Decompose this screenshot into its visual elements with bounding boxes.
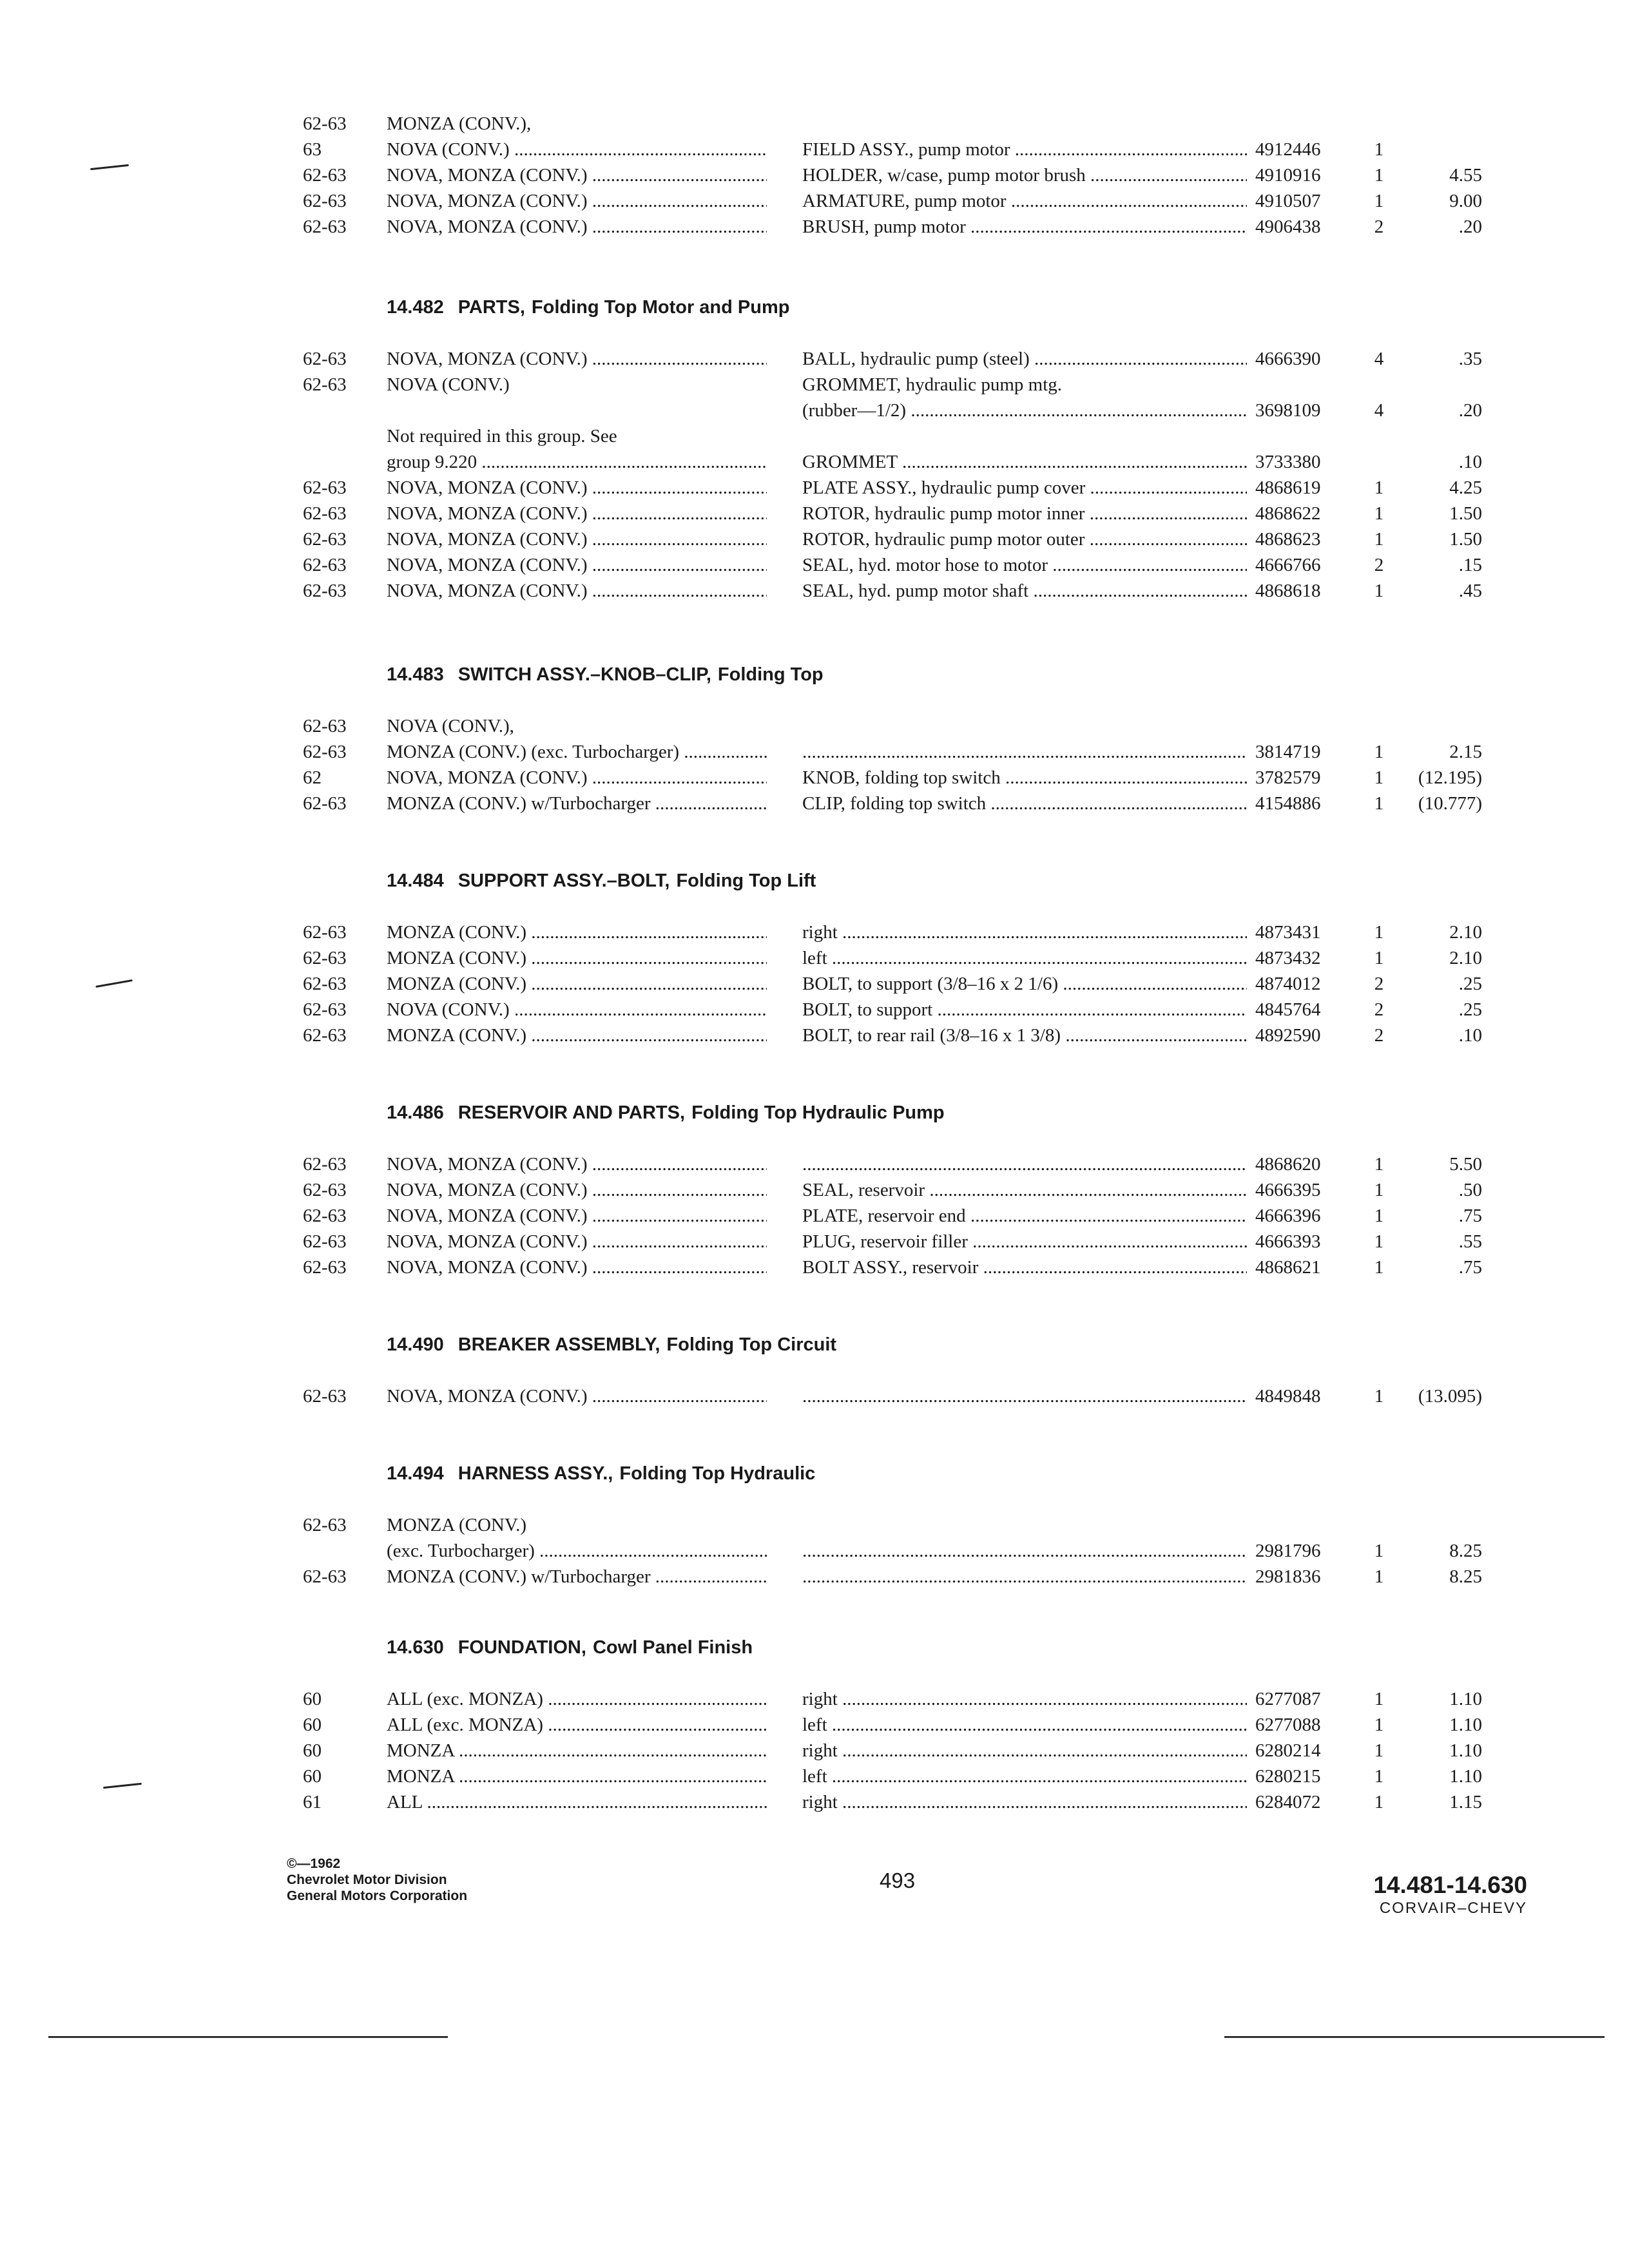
section-heading — [387, 1099, 945, 1127]
row-quantity: 1 — [1374, 1180, 1384, 1200]
table-row — [0, 346, 1629, 372]
row-model: MONZA (CONV.) ..... — [387, 971, 767, 997]
row-year: 62-63 — [303, 374, 347, 395]
bottom-rule-left — [48, 2036, 448, 2038]
row-quantity: 1 — [1374, 793, 1384, 814]
row-quantity: 1 — [1374, 1386, 1384, 1407]
table-row — [0, 1383, 1629, 1409]
section-heading — [387, 1633, 753, 1662]
row-price: 1.10 — [1449, 1766, 1482, 1787]
row-model: NOVA, MONZA (CONV.) ..... — [387, 526, 767, 552]
row-part-number: 4892590 — [1255, 1025, 1321, 1046]
row-part: PLUG, reservoir filler ..... — [802, 1229, 1247, 1254]
row-price: 4.25 — [1449, 477, 1482, 498]
footer-corporation: General Motors Corporation — [287, 1888, 468, 1903]
row-year: 62-63 — [303, 216, 347, 237]
row-quantity: 1 — [1374, 1257, 1384, 1278]
row-price: 1.10 — [1449, 1740, 1482, 1761]
row-year: 62-63 — [303, 1154, 347, 1175]
row-part: right ..... — [802, 1686, 1247, 1712]
section-title: PARTS, — [458, 297, 525, 318]
row-part: SEAL, hyd. motor hose to motor ..... — [802, 552, 1247, 578]
row-part: BOLT, to support ..... — [802, 997, 1247, 1023]
row-model: MONZA ..... — [387, 1763, 767, 1789]
row-year: 62-63 — [303, 555, 347, 575]
row-price: .25 — [1458, 974, 1482, 994]
row-model: NOVA, MONZA (CONV.) ..... — [387, 188, 767, 214]
row-part-number: 4873431 — [1255, 922, 1321, 943]
row-year: 60 — [303, 1689, 322, 1709]
row-model: NOVA, MONZA (CONV.) ..... — [387, 552, 767, 578]
row-price: 1.10 — [1449, 1689, 1482, 1709]
row-quantity: 2 — [1374, 216, 1384, 237]
row-part: ROTOR, hydraulic pump motor outer ..... — [802, 526, 1247, 552]
row-year: 62-63 — [303, 503, 347, 524]
row-quantity: 1 — [1374, 1715, 1384, 1735]
row-part: CLIP, folding top switch ..... — [802, 791, 1247, 816]
row-quantity: 2 — [1374, 555, 1384, 575]
table-row — [0, 1151, 1629, 1177]
row-price: (12.195) — [1418, 767, 1482, 788]
row-part-number: 4868619 — [1255, 477, 1321, 498]
row-year: 61 — [303, 1792, 322, 1812]
row-model: ALL ..... — [387, 1789, 767, 1815]
row-price: .75 — [1458, 1257, 1482, 1278]
section-code: 14.482 — [387, 297, 444, 318]
footer-group-range: 14.481-14.630 — [1373, 1872, 1527, 1898]
row-part: SEAL, hyd. pump motor shaft ..... — [802, 578, 1247, 604]
table-row — [0, 214, 1629, 240]
row-price: .15 — [1458, 555, 1482, 575]
table-row — [0, 1763, 1629, 1789]
row-quantity: 1 — [1374, 948, 1384, 968]
row-model: NOVA, MONZA (CONV.) ..... — [387, 346, 767, 372]
row-year: 62-63 — [303, 349, 347, 369]
section-heading — [387, 660, 824, 689]
row-year: 62-63 — [303, 999, 347, 1020]
row-year: 62-63 — [303, 1386, 347, 1407]
row-part-number: 4868618 — [1255, 581, 1321, 601]
row-model: MONZA ..... — [387, 1738, 767, 1763]
table-row — [0, 945, 1629, 971]
section-title: HARNESS ASSY., — [458, 1463, 613, 1484]
row-part: SEAL, reservoir ..... — [802, 1177, 1247, 1203]
row-price: 1.10 — [1449, 1715, 1482, 1735]
row-part: BALL, hydraulic pump (steel) ..... — [802, 346, 1247, 372]
table-row — [0, 423, 1629, 449]
row-year: 62-63 — [303, 948, 347, 968]
bottom-rule-right — [1224, 2036, 1605, 2038]
row-part: right ..... — [802, 919, 1247, 945]
row-part-number: 4666396 — [1255, 1206, 1321, 1226]
table-row — [0, 475, 1629, 501]
row-quantity: 1 — [1374, 1231, 1384, 1252]
section-code: 14.483 — [387, 664, 444, 685]
row-part-number: 6284072 — [1255, 1792, 1321, 1812]
row-part: ARMATURE, pump motor ..... — [802, 188, 1247, 214]
row-price: 1.50 — [1449, 529, 1482, 550]
row-quantity: 2 — [1374, 974, 1384, 994]
footer-division: Chevrolet Motor Division — [287, 1872, 447, 1887]
row-model: NOVA, MONZA (CONV.) ..... — [387, 1177, 767, 1203]
row-model: NOVA (CONV.) ..... — [387, 137, 767, 162]
row-part: PLATE ASSY., hydraulic pump cover ..... — [802, 475, 1247, 501]
row-price: 2.15 — [1449, 742, 1482, 762]
row-year: 62-63 — [303, 529, 347, 550]
row-quantity: 1 — [1374, 165, 1384, 186]
row-part-number: 3814719 — [1255, 742, 1321, 762]
row-part — [802, 739, 1247, 765]
row-part: FIELD ASSY., pump motor ..... — [802, 137, 1247, 162]
row-part: BOLT, to support (3/8–16 x 2 1/6) ..... — [802, 971, 1247, 997]
row-part-number: 2981836 — [1255, 1566, 1321, 1587]
row-quantity: 1 — [1374, 1766, 1384, 1787]
row-part-number: 4154886 — [1255, 793, 1321, 814]
row-price: .50 — [1458, 1180, 1482, 1200]
row-model: NOVA, MONZA (CONV.) ..... — [387, 1229, 767, 1254]
table-row — [0, 739, 1629, 765]
row-part-number: 6277087 — [1255, 1689, 1321, 1709]
table-row — [0, 111, 1629, 137]
row-part-number: 4666395 — [1255, 1180, 1321, 1200]
row-price: .20 — [1458, 216, 1482, 237]
section-subtitle: Folding Top Circuit — [666, 1334, 837, 1355]
table-row — [0, 1712, 1629, 1738]
row-price: .20 — [1458, 400, 1482, 421]
row-model: Not required in this group. See — [387, 426, 617, 447]
row-model: MONZA (CONV.) w/Turbocharger ..... — [387, 1564, 767, 1590]
table-row — [0, 137, 1629, 162]
table-row — [0, 188, 1629, 214]
row-part: BRUSH, pump motor ..... — [802, 214, 1247, 240]
row-part: HOLDER, w/case, pump motor brush ..... — [802, 162, 1247, 188]
row-model: MONZA (CONV.) ..... — [387, 919, 767, 945]
row-part — [802, 1151, 1247, 1177]
table-row — [0, 1177, 1629, 1203]
row-model: MONZA (CONV.) — [387, 1515, 526, 1535]
section-heading — [387, 1331, 836, 1359]
row-model: MONZA (CONV.) ..... — [387, 945, 767, 971]
row-part-number: 4873432 — [1255, 948, 1321, 968]
row-quantity: 2 — [1374, 999, 1384, 1020]
table-row — [0, 1538, 1629, 1564]
row-price: .35 — [1458, 349, 1482, 369]
row-part: BOLT, to rear rail (3/8–16 x 1 3/8) ..... — [802, 1023, 1247, 1048]
row-year: 62-63 — [303, 477, 347, 498]
row-model: NOVA (CONV.), — [387, 716, 514, 736]
row-part-number: 4906438 — [1255, 216, 1321, 237]
row-year: 63 — [303, 139, 322, 160]
row-quantity: 1 — [1374, 1566, 1384, 1587]
row-part-number: 4666766 — [1255, 555, 1321, 575]
row-part: PLATE, reservoir end ..... — [802, 1203, 1247, 1229]
table-row — [0, 791, 1629, 816]
row-quantity: 1 — [1374, 767, 1384, 788]
table-row — [0, 1564, 1629, 1590]
table-row — [0, 1254, 1629, 1280]
row-year: 62-63 — [303, 1025, 347, 1046]
row-quantity: 1 — [1374, 1740, 1384, 1761]
row-quantity: 1 — [1374, 1154, 1384, 1175]
section-code: 14.494 — [387, 1463, 444, 1484]
row-part-number: 4868621 — [1255, 1257, 1321, 1278]
row-model: MONZA (CONV.) ..... — [387, 1023, 767, 1048]
row-price: .55 — [1458, 1231, 1482, 1252]
section-heading — [387, 867, 816, 895]
row-part-number: 6280214 — [1255, 1740, 1321, 1761]
row-part: right ..... — [802, 1789, 1247, 1815]
table-row — [0, 526, 1629, 552]
row-year: 62-63 — [303, 1257, 347, 1278]
table-row — [0, 1789, 1629, 1815]
row-model: NOVA, MONZA (CONV.) ..... — [387, 501, 767, 526]
section-subtitle: Folding Top Hydraulic Pump — [691, 1102, 945, 1123]
row-price: (10.777) — [1418, 793, 1482, 814]
section-subtitle: Folding Top Motor and Pump — [531, 297, 790, 318]
row-quantity: 4 — [1374, 400, 1384, 421]
row-price: .25 — [1458, 999, 1482, 1020]
row-model: NOVA, MONZA (CONV.) ..... — [387, 1383, 767, 1409]
row-quantity: 1 — [1374, 529, 1384, 550]
row-quantity: 1 — [1374, 477, 1384, 498]
row-price: 4.55 — [1449, 165, 1482, 186]
table-row — [0, 501, 1629, 526]
table-row — [0, 1203, 1629, 1229]
row-part: left ..... — [802, 1763, 1247, 1789]
row-quantity: 1 — [1374, 1541, 1384, 1561]
row-part-number: 4910507 — [1255, 191, 1321, 211]
row-price: 5.50 — [1449, 1154, 1482, 1175]
row-part-number: 4666390 — [1255, 349, 1321, 369]
row-part: GROMMET ..... — [802, 449, 1247, 475]
row-model: NOVA (CONV.) ..... — [387, 997, 767, 1023]
row-quantity: 1 — [1374, 922, 1384, 943]
row-model: group 9.220 ..... — [387, 449, 767, 475]
row-price: (13.095) — [1418, 1386, 1482, 1407]
section-title: FOUNDATION, — [458, 1637, 586, 1658]
row-model: (exc. Turbocharger) ..... — [387, 1538, 767, 1564]
row-price: .10 — [1458, 1025, 1482, 1046]
row-part-number: 6277088 — [1255, 1715, 1321, 1735]
section-subtitle: Cowl Panel Finish — [592, 1637, 753, 1658]
section-code: 14.486 — [387, 1102, 444, 1123]
row-part: right ..... — [802, 1738, 1247, 1763]
row-part-number: 4845764 — [1255, 999, 1321, 1020]
row-price: .45 — [1458, 581, 1482, 601]
section-code: 14.630 — [387, 1637, 444, 1658]
row-part: GROMMET, hydraulic pump mtg. — [802, 374, 1063, 395]
row-year: 62-63 — [303, 974, 347, 994]
table-row — [0, 1738, 1629, 1763]
row-year: 62 — [303, 767, 322, 788]
table-row — [0, 1512, 1629, 1538]
row-part-number: 4868620 — [1255, 1154, 1321, 1175]
row-part: BOLT ASSY., reservoir ..... — [802, 1254, 1247, 1280]
row-quantity: 4 — [1374, 349, 1384, 369]
row-part-number: 4868623 — [1255, 529, 1321, 550]
table-row — [0, 997, 1629, 1023]
table-row — [0, 162, 1629, 188]
section-subtitle: Folding Top Lift — [676, 870, 816, 891]
row-price: 2.10 — [1449, 922, 1482, 943]
row-year: 60 — [303, 1766, 322, 1787]
section-title: SUPPORT ASSY.–BOLT, — [458, 870, 670, 891]
row-quantity: 1 — [1374, 1792, 1384, 1812]
row-part: (rubber—1/2) ..... — [802, 398, 1247, 423]
row-price: 1.15 — [1449, 1792, 1482, 1812]
row-quantity: 1 — [1374, 581, 1384, 601]
row-part-number: 4849848 — [1255, 1386, 1321, 1407]
section-subtitle: Folding Top Hydraulic — [619, 1463, 816, 1484]
row-price: 8.25 — [1449, 1541, 1482, 1561]
row-model: MONZA (CONV.) w/Turbocharger ..... — [387, 791, 767, 816]
section-subtitle: Folding Top — [717, 664, 824, 685]
row-model: NOVA, MONZA (CONV.) ..... — [387, 1203, 767, 1229]
row-part — [802, 1383, 1247, 1409]
page-number: 493 — [880, 1869, 916, 1892]
row-year: 62-63 — [303, 742, 347, 762]
row-quantity: 1 — [1374, 139, 1384, 160]
row-quantity: 1 — [1374, 1689, 1384, 1709]
table-row — [0, 713, 1629, 739]
row-part-number: 4912446 — [1255, 139, 1321, 160]
row-year: 62-63 — [303, 793, 347, 814]
footer-model: CORVAIR–CHEVY — [1379, 1899, 1527, 1917]
table-row — [0, 1023, 1629, 1048]
section-title: BREAKER ASSEMBLY, — [458, 1334, 660, 1355]
section-heading — [387, 293, 789, 322]
table-row — [0, 919, 1629, 945]
row-part: KNOB, folding top switch ..... — [802, 765, 1247, 791]
row-quantity: 2 — [1374, 1025, 1384, 1046]
row-quantity: 1 — [1374, 503, 1384, 524]
row-year: 60 — [303, 1715, 322, 1735]
row-year: 62-63 — [303, 922, 347, 943]
row-model: NOVA, MONZA (CONV.) ..... — [387, 162, 767, 188]
row-model: MONZA (CONV.) (exc. Turbocharger) ..... — [387, 739, 767, 765]
row-part: ROTOR, hydraulic pump motor inner ..... — [802, 501, 1247, 526]
section-title: SWITCH ASSY.–KNOB–CLIP, — [458, 664, 711, 685]
row-part-number: 3733380 — [1255, 452, 1321, 472]
row-price: .75 — [1458, 1206, 1482, 1226]
table-row — [0, 1686, 1629, 1712]
row-part-number: 3782579 — [1255, 767, 1321, 788]
section-heading — [387, 1459, 815, 1488]
row-part — [802, 1538, 1247, 1564]
footer-copyright: ©—1962 — [287, 1856, 341, 1871]
row-part-number: 6280215 — [1255, 1766, 1321, 1787]
row-part-number: 2981796 — [1255, 1541, 1321, 1561]
table-row — [0, 552, 1629, 578]
row-price: 1.50 — [1449, 503, 1482, 524]
row-part: left ..... — [802, 1712, 1247, 1738]
row-price: .10 — [1458, 452, 1482, 472]
footer-publisher — [287, 1856, 622, 1904]
row-year: 62-63 — [303, 1515, 347, 1535]
row-part-number: 4874012 — [1255, 974, 1321, 994]
row-model: MONZA (CONV.), — [387, 113, 532, 134]
row-year: 62-63 — [303, 1231, 347, 1252]
section-code: 14.484 — [387, 870, 444, 891]
row-year: 62-63 — [303, 113, 347, 134]
row-model: NOVA, MONZA (CONV.) ..... — [387, 765, 767, 791]
row-year: 62-63 — [303, 1180, 347, 1200]
table-row — [0, 578, 1629, 604]
section-code: 14.490 — [387, 1334, 444, 1355]
row-year: 62-63 — [303, 581, 347, 601]
row-quantity: 1 — [1374, 191, 1384, 211]
row-model: NOVA, MONZA (CONV.) ..... — [387, 578, 767, 604]
row-year: 62-63 — [303, 1566, 347, 1587]
table-row — [0, 765, 1629, 791]
row-model: NOVA, MONZA (CONV.) ..... — [387, 1151, 767, 1177]
row-year: 62-63 — [303, 716, 347, 736]
row-year: 62-63 — [303, 165, 347, 186]
row-part — [802, 1564, 1247, 1590]
row-price: 8.25 — [1449, 1566, 1482, 1587]
row-model: NOVA, MONZA (CONV.) ..... — [387, 214, 767, 240]
row-part: left ..... — [802, 945, 1247, 971]
row-model: ALL (exc. MONZA) ..... — [387, 1712, 767, 1738]
table-row — [0, 449, 1629, 475]
table-row — [0, 971, 1629, 997]
row-price: 2.10 — [1449, 948, 1482, 968]
row-year: 60 — [303, 1740, 322, 1761]
row-price: 9.00 — [1449, 191, 1482, 211]
row-model: NOVA, MONZA (CONV.) ..... — [387, 475, 767, 501]
table-row — [0, 398, 1629, 423]
row-part-number: 4666393 — [1255, 1231, 1321, 1252]
row-part-number: 4910916 — [1255, 165, 1321, 186]
row-model: ALL (exc. MONZA) ..... — [387, 1686, 767, 1712]
row-part-number: 4868622 — [1255, 503, 1321, 524]
table-row — [0, 372, 1629, 398]
row-model: NOVA (CONV.) — [387, 374, 510, 395]
row-quantity: 1 — [1374, 742, 1384, 762]
row-part-number: 3698109 — [1255, 400, 1321, 421]
table-row — [0, 1229, 1629, 1254]
row-year: 62-63 — [303, 191, 347, 211]
section-title: RESERVOIR AND PARTS, — [458, 1102, 686, 1123]
row-model: NOVA, MONZA (CONV.) ..... — [387, 1254, 767, 1280]
row-year: 62-63 — [303, 1206, 347, 1226]
row-quantity: 1 — [1374, 1206, 1384, 1226]
